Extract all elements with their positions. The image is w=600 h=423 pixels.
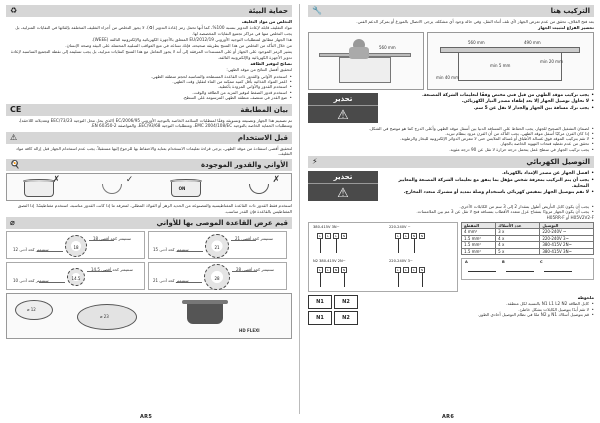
recycle-icon: ♻ [10, 6, 18, 15]
zone-min: 21 سنتيمتر كحد أدنى [153, 277, 189, 283]
pans-title: الأواني والقدور الموجودة [200, 161, 288, 170]
dim-label: min 20 mm [540, 58, 563, 64]
tips-subhead: نصائح لتوفير الطاقة [250, 61, 292, 67]
install-text [308, 126, 594, 152]
note-item: • لا تقم أبدًا بتوصيل الكابلات بشكل خاطئ. [362, 307, 594, 312]
note-title: ملحوظة [577, 294, 594, 300]
warning-title: تحذير [308, 93, 378, 106]
cutout-dimensions-diagram [427, 32, 594, 90]
check-icon: ✓ [125, 175, 134, 186]
n-box: N2 [334, 311, 358, 325]
cable-clamp-diagram [461, 258, 594, 280]
table-header: عدد الأسلاك [496, 222, 540, 229]
install-body [308, 19, 594, 31]
on-label: ON [178, 186, 186, 192]
conformity-section-header [6, 104, 292, 116]
electric-warning [308, 171, 594, 201]
dim-label: min 5 mm [490, 62, 511, 68]
warning-item: • افصل الجهاز عن مصدر الإمداد بالكهرباء. [382, 171, 594, 177]
pots-illustration [6, 173, 292, 201]
install-text-item: • لضمان التشغيل الصحيح للجهاز، يجب الحفاظ على المسافة الدنيا بين أسفل موقد الطهي وأعلى الدرج كما هو موضح في الشكل. [308, 126, 594, 131]
install-title: التركيب هنا [550, 7, 590, 15]
install-section-header [308, 5, 594, 17]
conformity-title: بيان المطابقة [240, 106, 288, 115]
install-text-item: • يجب تركيب الجهاز في سطح عمل يتحمل درجة حرارة لا تقل عن 90 درجة مئوية. [308, 147, 594, 152]
env-title: حماية البيئة [248, 7, 288, 15]
diameter-icon: ⌀ [10, 217, 15, 227]
conformity-body [6, 118, 292, 129]
install-intro: بعد فتح الغلاف، تحقق من عدم تعرض الجهاز لأي تلف أثناء النقل، وفي حالة وجود أي مشكلة، يرجى الاتصال بالموزع أو بمركز الدعم الفني. [356, 19, 594, 24]
pot-magnet-test [92, 177, 132, 199]
note-item: • قم بتوصيل أسلاك N1 و N2 معًا في نظام التوصيل أحادي الطور. [362, 312, 594, 317]
tip-item: • استخدم قدور الضغط لتوفير المزيد من الطاقة والوقت. [6, 90, 292, 95]
conformity-text: تم تصميم هذا الجهاز وتصنيعه وتسويقه وفقًا لمتطلبات السلامة الخاصة بالتوجيه الأوروبي 2006/95/EC (الذي يحل محل التوجيه 73/23/EEC وتعديلاته اللاحقة)، ومتطلبات الحماية الخاصة بالتوجيه EMC 2004/108/EC، ومتطلبات التوجيه 93/68/EEC، والمواصفة EN 60350-2. [18, 118, 292, 129]
zone-cell [6, 262, 145, 290]
cross-icon: ✗ [272, 175, 280, 186]
pans-section-header [6, 159, 292, 171]
electric-notes [308, 204, 594, 220]
min-cm-label: ⌀ 12 [27, 306, 36, 312]
page-number: AR6 [442, 414, 455, 420]
electric-note: • يجب أن يكون كابل التأريض أطول بمقدار 2 إلى 3 سم من الكابلات الأخرى. [308, 204, 594, 209]
pot-flat-bottom [19, 177, 59, 199]
zone-size: 18 [73, 244, 79, 250]
zone-size: 14.5 [71, 276, 81, 282]
note-body [362, 295, 594, 325]
warning-item: • يجب تركيب موقد الطهي من قبل فني مختص وفقًا لتعليمات الشركة المصنعة. [382, 93, 594, 99]
step-label: A [465, 260, 468, 265]
zone-size: 28 [214, 275, 220, 281]
n-box: N1 [308, 295, 332, 309]
zone-min: 12 سنتيمتر كحد أدنى [13, 246, 49, 252]
step-label: B [502, 260, 505, 265]
n-boxes [308, 295, 358, 325]
pot-magnet [239, 177, 279, 199]
before-use-section-header [6, 132, 292, 144]
note-section [308, 295, 594, 325]
zone-size: 21 [214, 244, 220, 250]
warning-triangle-icon: ⚠ [337, 186, 349, 202]
before-use-text: لتحقيق أقصى استفادة من موقد الطهي، يرجى قراءة تعليمات الاستخدام بعناية والاحتفاظ بها للرجوع إليها مستقبلاً. يجب عدم استخدام الجهاز قبل إزالة كافة مواد التغليف. [15, 145, 292, 157]
table-row: 4 mm² 3 x 220-240V ~ [462, 229, 594, 236]
page-number: AR5 [140, 414, 153, 420]
zone-cell [148, 262, 287, 290]
n-box: N1 [308, 311, 332, 325]
tip-item: • ضع القدر في منتصف منطقة الطهي المرسومة على السطح. [6, 95, 292, 100]
page-ar5 [0, 0, 298, 423]
dim-label: 560 mm [379, 44, 396, 50]
zone-min: 15 سنتيمتر كحد أدنى [153, 246, 189, 252]
env-body [6, 19, 292, 100]
tip-item: • استخدم القدور والأواني المزودة بأغطية. [6, 84, 292, 89]
table-row: 1.5 mm² 4 x 380-415V 2N~ [462, 242, 594, 249]
wiring-section [308, 222, 594, 292]
zone-max: 28 سنتيمتر كحد أقصى [236, 266, 275, 272]
env-para: يشير الرمز الموجود على الجهاز أو على المستندات المرفقة إلى أنه لا يجوز التعامل مع هذا المنتج كنفايات منزلية، بل يجب تسليمه إلى نقطة التجميع المناسبة لإعادة تدوير الأجهزة الكهربائية والإلكترونية التالفة. [10, 49, 292, 60]
installer-illustration [308, 32, 424, 90]
install-text-item: • تحقق من عدم تغطية فتحات التهوية الخاصة بالجهاز. [308, 141, 594, 146]
n-box: N2 [334, 295, 358, 309]
diameter-grid [6, 231, 292, 290]
dim-label: min 40 mm [436, 74, 459, 80]
warning-box [308, 93, 378, 123]
install-warning [308, 93, 594, 123]
install-text-item: • إذا كان الفرن مركبًا أسفل موقد الطهي، يجب التأكد من أن الفرن مزود بنظام تبريد. [308, 131, 594, 136]
before-use-title: قبل الاستخدام [237, 133, 288, 142]
diameter-title: قيم عرض القاعدة الموصى بها للأواني [156, 218, 288, 227]
zone-cell [6, 231, 145, 259]
page-ar6 [302, 0, 600, 423]
warning-item: • لا تحاول توصيل الجهاز إلا بعد إطفاء مصدر التيار الكهربائي. [382, 99, 594, 105]
warning-item: • يجب ترك مسافة بين الجهاز والجدار لا تقل عن 5 سم. [382, 106, 594, 112]
tip-item: • استخدم الأواني والقدور ذات القاعدة المسطحة والمناسبة لحجم منطقة الطهي. [6, 74, 292, 79]
pot-rim [182, 300, 228, 304]
wiring-table-wrap [461, 222, 594, 292]
note-item: • كابل الطاقة N1 L1 L2 N2 بالنسبة لكل منطقة. [362, 301, 594, 306]
zone-max: 14.5 سنتيمتر كحد أقصى [91, 266, 133, 272]
install-text-item: • لا تقم بتركيب الموقد فوق غسالة الأطباق أو غسالة الملابس حتى لا تتعرض الدوائر الإلكترونية للبخار والرطوبة. [308, 136, 594, 141]
warning-box [308, 171, 378, 201]
warning-icon: ⚠ [10, 132, 18, 142]
warning-title: تحذير [308, 171, 378, 184]
zone-max: 18 سنتيمتر كحد أقصى [93, 235, 132, 241]
wiring-label: 220-240V ~ [389, 224, 411, 229]
pot-on [166, 177, 206, 199]
wiring-label: 380-415V 3N~ [313, 224, 340, 229]
pans-body [6, 203, 292, 214]
install-subhead: تحضير الفراغ لتثبيت الجهاز [538, 25, 594, 31]
electric-note: • يجب أن يكون الجهاز مزودًا بمفتاح عزل متعدد الأقطاب بمسافة فتح لا تقل عن 3 مم بين الملامسات. [308, 209, 594, 214]
wrench-icon: 🔧 [312, 6, 322, 15]
electric-title: التوصيل الكهربائي [526, 158, 590, 167]
env-section-header [6, 5, 292, 17]
max-cm-label: ⌀ 23 [100, 313, 109, 319]
env-para: من خلال التأكد من التخلص من هذا المنتج بطريقة صحيحة، فإنك تساعد في منع العواقب السلبية المحتملة على البيئة وصحة الإنسان. [65, 43, 292, 49]
step-label: C [540, 260, 543, 265]
pot-photo [187, 302, 223, 324]
zone-max: 21 سنتيمتر كحد أقصى [235, 235, 274, 241]
table-header: المقطع [462, 222, 496, 229]
hd-flexi-label: HD FLEXI [239, 327, 260, 333]
env-para: هذا الجهاز مطابق لمتطلبات التوجيه الأوروبي 2012/19/EU المتعلق بالأجهزة الكهربائية والإلكترونية التالفة (WEEE). [91, 36, 292, 42]
pans-text: استخدم فقط القدور ذات القاعدة المغناطيسية والمصنوعة من الحديد الزهر أو الفولاذ المطلي. لمعرفة ما إذا كانت القدور مناسبة، استخدم مغناطيسًا: إذا التصق المغناطيس بالقاعدة فإن القدر مناسب. [17, 203, 292, 214]
zone-min: 10 سنتيمتر كحد أدنى [13, 277, 49, 283]
warning-item: • يجب أن يتم التركيب بمعرفة شخص مؤهل بما يتفق مع تعليمات الشركة المصنعة والمعايير المحلية. [382, 178, 594, 190]
wiring-label: 220-240V 3~ [389, 258, 413, 263]
electric-section-header [308, 156, 594, 168]
cross-icon: ✗ [52, 175, 60, 186]
env-subhead: التخلص من مواد التغليف [241, 19, 292, 24]
dim-label: 560 mm [468, 39, 485, 45]
wiring-table [461, 222, 594, 256]
before-use-body [6, 146, 292, 157]
page-divider [299, 4, 300, 414]
tip-item: • اغمر المواد الغذائية بأقل كمية ممكنة من الماء لتقليل وقت الطهي. [6, 79, 292, 84]
tips-intro: لتحقيق أفضل النتائج من موقد الطهي: [226, 67, 292, 73]
env-para: مواد التغليف قابلة لإعادة التدوير بنسبة 100%، كما أنها تحمل رمز إعادة التدوير (♻). لا يجوز التخلص من أجزاء التغليف المختلفة بإلقائها في النفايات المنزلية، بل يجب التخلص منها في مراكز تجميع النفايات المخصصة لها. [15, 25, 292, 36]
zone-cell [148, 231, 287, 259]
table-row: 1.5 mm² 4 x 220-240V 3~ [462, 235, 594, 242]
cable-type: H05RR-F أو H05V2V2-F [546, 214, 594, 220]
diameter-section-header [6, 217, 292, 229]
table-header: التوصيل [540, 222, 594, 229]
warning-item: • لا تقم بتوصيل الجهاز بمقبس كهربائي باستخدام وصلة تمديد أو مشترك متعدد المخارج. [382, 190, 594, 196]
pan-icon: 🍳 [10, 160, 20, 170]
flexi-zone-illustration [6, 293, 292, 339]
lightning-icon: ⚡ [312, 157, 318, 167]
warning-triangle-icon: ⚠ [337, 107, 349, 123]
wiring-diagrams: 380-415V 3N~ 220-240V ~ L L L N L L N N N2 380-415V 2N~ 220-240V 3~ L L N N L L L N [308, 222, 458, 292]
table-row: 1.5 mm² 5 x 380-415V 3N~ [462, 248, 594, 255]
ce-mark-icon: CE [10, 105, 22, 115]
wiring-label: N2 380-415V 2N~ [313, 258, 346, 263]
dim-label: 490 mm [524, 39, 541, 45]
